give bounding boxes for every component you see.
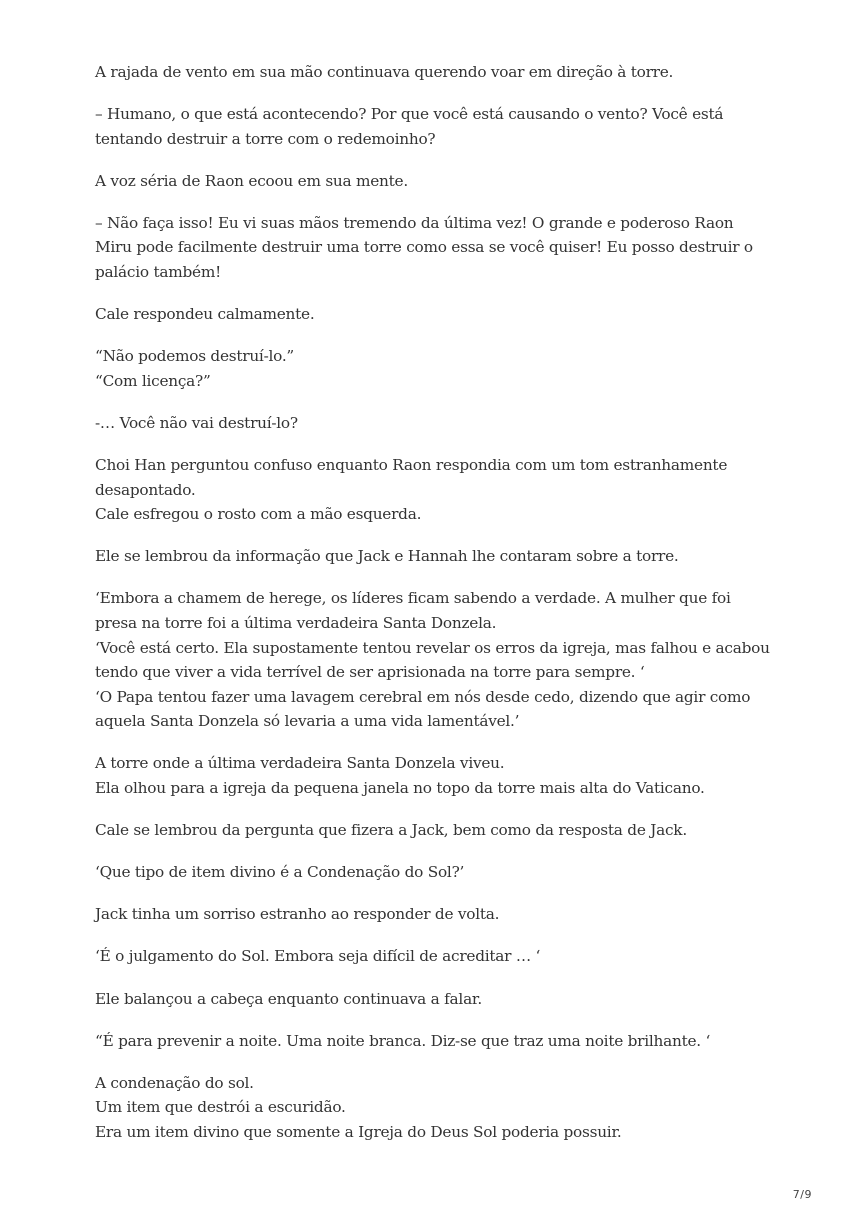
text-line: “Com licença?”: [95, 371, 211, 390]
paragraph: [95, 60, 795, 85]
text-line: tentando destruir a torre com o redemoinho?: [95, 129, 436, 148]
text-line: “Não podemos destruí-lo.”: [95, 347, 295, 366]
text-line: Jack tinha um sorriso estranho ao responder de volta.: [95, 905, 500, 924]
text-line: ‘É o julgamento do Sol. Embora seja difícil de acreditar … ‘: [95, 947, 541, 966]
text-line: Ele se lembrou da informação que Jack e Hannah lhe contaram sobre a torre.: [95, 547, 679, 566]
text-line: Cale se lembrou da pergunta que fizera a Jack, bem como da resposta de Jack.: [95, 821, 687, 840]
paragraph: [95, 453, 795, 527]
paragraph: [95, 987, 795, 1012]
text-line: palácio também!: [95, 263, 221, 282]
text-line: Choi Han perguntou confuso enquanto Raon respondia com um tom estranhamente: [95, 456, 728, 475]
text-line: A condenação do sol.: [95, 1073, 254, 1092]
text-line: Cale respondeu calmamente.: [95, 305, 315, 324]
page-number: 7/9: [792, 1188, 812, 1201]
text-line: A torre onde a última verdadeira Santa Donzela viveu.: [95, 754, 505, 773]
text-line: A voz séria de Raon ecoou em sua mente.: [95, 171, 408, 190]
text-line: ‘Você está certo. Ela supostamente tentou revelar os erros da igreja, mas falhou e acabou: [95, 638, 770, 657]
text-line: -… Você não vai destruí-lo?: [95, 413, 298, 432]
paragraph: [95, 102, 795, 151]
paragraph: [95, 1071, 795, 1145]
paragraph: [95, 544, 795, 569]
paragraph: [95, 211, 795, 285]
text-line: A rajada de vento em sua mão continuava querendo voar em direção à torre.: [95, 63, 674, 81]
paragraph: [95, 169, 795, 194]
paragraph: [95, 818, 795, 843]
text-line: aquela Santa Donzela só levaria a uma vida lamentável.’: [95, 712, 520, 731]
paragraph: [95, 860, 795, 885]
text-line: ‘O Papa tentou fazer uma lavagem cerebral em nós desde cedo, dizendo que agir como: [95, 687, 751, 706]
text-line: desapontado.: [95, 480, 196, 499]
paragraph: [95, 944, 795, 969]
text-line: Um item que destrói a escuridão.: [95, 1098, 346, 1117]
text-line: Era um item divino que somente a Igreja do Deus Sol poderia possuir.: [95, 1122, 622, 1141]
text-line: presa na torre foi a última verdadeira Santa Donzela.: [95, 614, 497, 632]
text-line: ‘Embora a chamem de herege, os líderes ficam sabendo a verdade. A mulher que foi: [95, 589, 731, 608]
text-line: Miru pode facilmente destruir uma torre como essa se você quiser! Eu posso destruir o: [95, 238, 753, 257]
text-line: Ela olhou para a igreja da pequena janela no topo da torre mais alta do Vaticano.: [95, 779, 705, 798]
text-line: “É para prevenir a noite. Uma noite branca. Diz-se que traz uma noite brilhante. ‘: [95, 1031, 711, 1050]
paragraph: [95, 344, 795, 393]
paragraph: [95, 411, 795, 436]
paragraph: [95, 751, 795, 800]
text-line: Cale esfregou o rosto com a mão esquerda.: [95, 505, 422, 524]
paragraph: [95, 902, 795, 927]
document-body: [95, 60, 795, 1162]
text-line: tendo que viver a vida terrível de ser aprisionada na torre para sempre. ‘: [95, 663, 645, 682]
paragraph: [95, 302, 795, 327]
text-line: – Não faça isso! Eu vi suas mãos tremendo da última vez! O grande e poderoso Raon: [95, 213, 734, 232]
text-line: – Humano, o que está acontecendo? Por que você está causando o vento? Você está: [95, 105, 724, 124]
paragraph: [95, 586, 795, 734]
paragraph: [95, 1029, 795, 1054]
text-line: Ele balançou a cabeça enquanto continuava a falar.: [95, 989, 482, 1008]
text-line: ‘Que tipo de item divino é a Condenação do Sol?’: [95, 863, 465, 882]
